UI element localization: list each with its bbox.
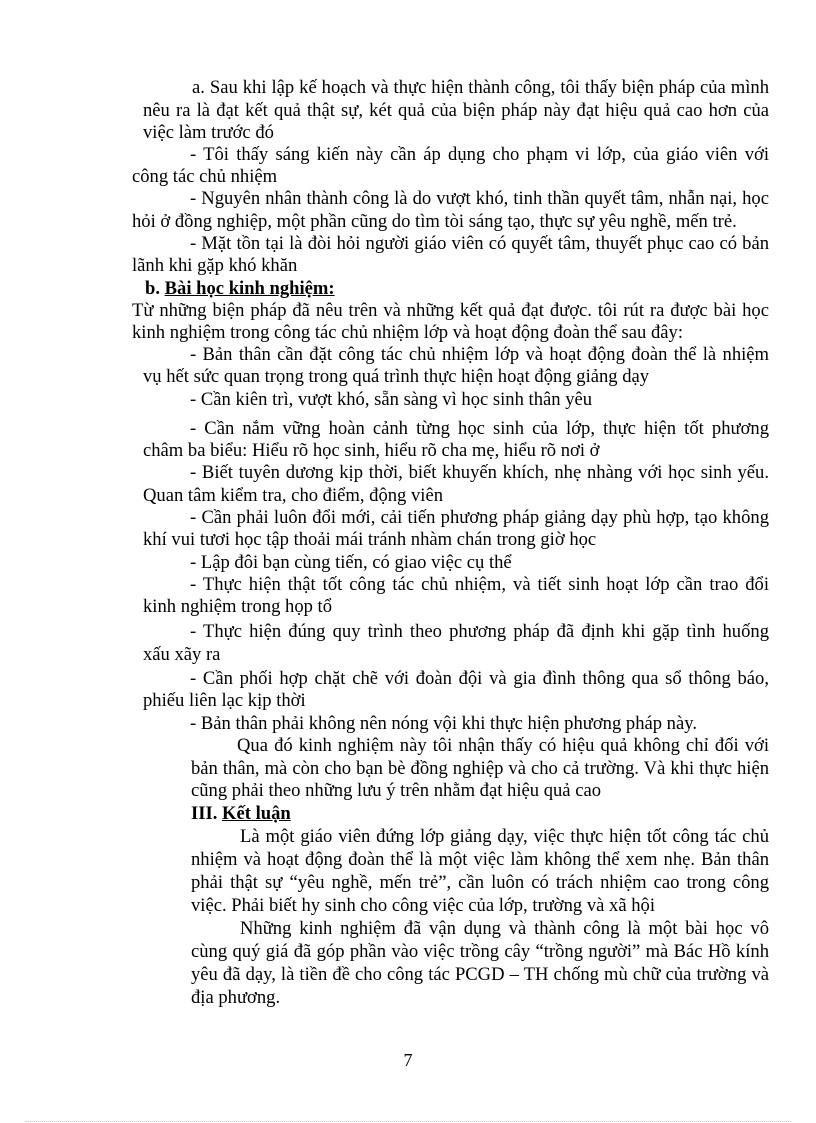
text-line: Là một giáo viên đứng lớp giảng dạy, việc thực hiện tốt công tác chủ (240, 826, 769, 847)
text-line: công tác chủ nhiệm (132, 166, 278, 187)
heading-label: Kết luận (222, 803, 291, 824)
heading-conclusion (191, 803, 291, 825)
text-line: - Thực hiện thật tốt công tác chủ nhiệm, và tiết sinh hoạt lớp cần trao đổi (190, 574, 769, 595)
text-line: nhiệm và hoạt động đoàn thể là một việc làm không thể xem nhẹ. Bản thân (191, 849, 769, 870)
text-line: - Mặt tồn tại là đòi hỏi người giáo viên có quyết tâm, thuyết phục cao có bản (190, 233, 769, 254)
text-line: địa phương. (191, 987, 281, 1008)
text-line: kinh nghiệm trong công tác chủ nhiệm lớp và hoạt động đoàn thể sau đây: (132, 322, 683, 343)
text-line: hỏi ở đồng nghiệp, một phần cũng do tìm tòi sáng tạo, thực sự yêu nghề, mến trẻ. (132, 211, 737, 232)
text-line: a. Sau khi lập kế hoạch và thực hiện thành công, tôi thấy biện pháp của mình (192, 77, 769, 98)
text-line: phải thật sự “yêu nghề, mến trẻ”, cần luôn có trách nhiệm cao trong công (191, 872, 769, 893)
heading-prefix: III. (191, 803, 223, 824)
heading-prefix: b. (145, 278, 165, 299)
text-line: - Biết tuyên dương kịp thời, biết khuyến khích, nhẹ nhàng với học sinh yếu. (190, 462, 769, 483)
text-line: phiếu liên lạc kịp thời (143, 690, 306, 711)
text-line: - Thực hiện đúng quy trình theo phương pháp đã định khi gặp tình huống (190, 621, 769, 642)
text-line: - Cần phải luôn đổi mới, cải tiến phương pháp giảng dạy phù hợp, tạo không (190, 507, 769, 528)
text-line: - Lập đôi bạn cùng tiến, có giao việc cụ thể (190, 552, 512, 573)
page-break-divider (25, 1121, 791, 1122)
text-line: vụ hết sức quan trọng trong quá trình thực hiện hoạt động giảng dạy (143, 366, 650, 387)
text-line: xấu xãy ra (143, 644, 221, 665)
text-line: - Cần phối hợp chặt chẽ với đoàn đội và gia đình thông qua sổ thông báo, (190, 668, 769, 689)
text-line: khí vui tươi học tập thoải mái tránh nhàm chán trong giờ học (143, 529, 597, 550)
text-line: - Tôi thấy sáng kiến này cần áp dụng cho phạm vi lớp, của giáo viên với (190, 144, 769, 165)
text-line: - Cần nắm vững hoàn cảnh từng học sinh của lớp, thực hiện tốt phương (190, 418, 769, 439)
text-line: kinh nghiệm trong họp tổ (143, 596, 333, 617)
heading-label: Bài học kinh nghiệm: (164, 278, 335, 299)
text-line: nêu ra là đạt kết quả thật sự, két quả của biện pháp này đạt hiệu quả cao hơn của (143, 100, 769, 121)
text-line: - Nguyên nhân thành công là do vượt khó, tinh thần quyết tâm, nhẫn nại, học (190, 188, 769, 209)
text-line: việc. Phải biết hy sinh cho công việc của lớp, trường và xã hội (191, 895, 655, 916)
text-line: Những kinh nghiệm đã vận dụng và thành công là một bài học vô (240, 918, 769, 939)
text-line: cũng phải theo những lưu ý trên nhằm đạt hiệu quả cao (191, 780, 601, 801)
text-line: - Bản thân cần đặt công tác chủ nhiệm lớp và hoạt động đoàn thể là nhiệm (190, 344, 769, 365)
text-line: Qua đó kinh nghiệm này tôi nhận thấy có hiệu quả không chỉ đối với (237, 735, 769, 756)
text-line: yêu đã dạy, là tiền đề cho công tác PCGD – TH chống mù chữ của trường và (191, 964, 769, 985)
text-line: - Bản thân phải không nên nóng vội khi thực hiện phương pháp này. (190, 713, 697, 734)
text-line: Từ những biện pháp đã nêu trên và những kết quả đạt được. tôi rút ra được bài học (132, 300, 769, 321)
text-line: - Cần kiên trì, vượt khó, sẵn sàng vì học sinh thân yêu (190, 389, 593, 410)
text-line: bản thân, mà còn cho bạn bè đồng nghiệp và cho cả trường. Và khi thực hiện (191, 758, 769, 779)
text-line: lãnh khi gặp khó khăn (132, 255, 298, 276)
text-line: Quan tâm kiểm tra, cho điểm, động viên (143, 485, 444, 506)
page-number: 7 (403, 1050, 413, 1070)
text-line: cùng quý giá đã góp phần vào việc trồng cây “trồng người” mà Bác Hồ kính (191, 941, 769, 962)
text-line: việc làm trước đó (143, 122, 274, 143)
text-line: châm ba biểu: Hiểu rõ học sinh, hiểu rõ cha mẹ, hiểu rõ nơi ở (143, 440, 600, 461)
heading-lessons-learned (145, 278, 335, 300)
